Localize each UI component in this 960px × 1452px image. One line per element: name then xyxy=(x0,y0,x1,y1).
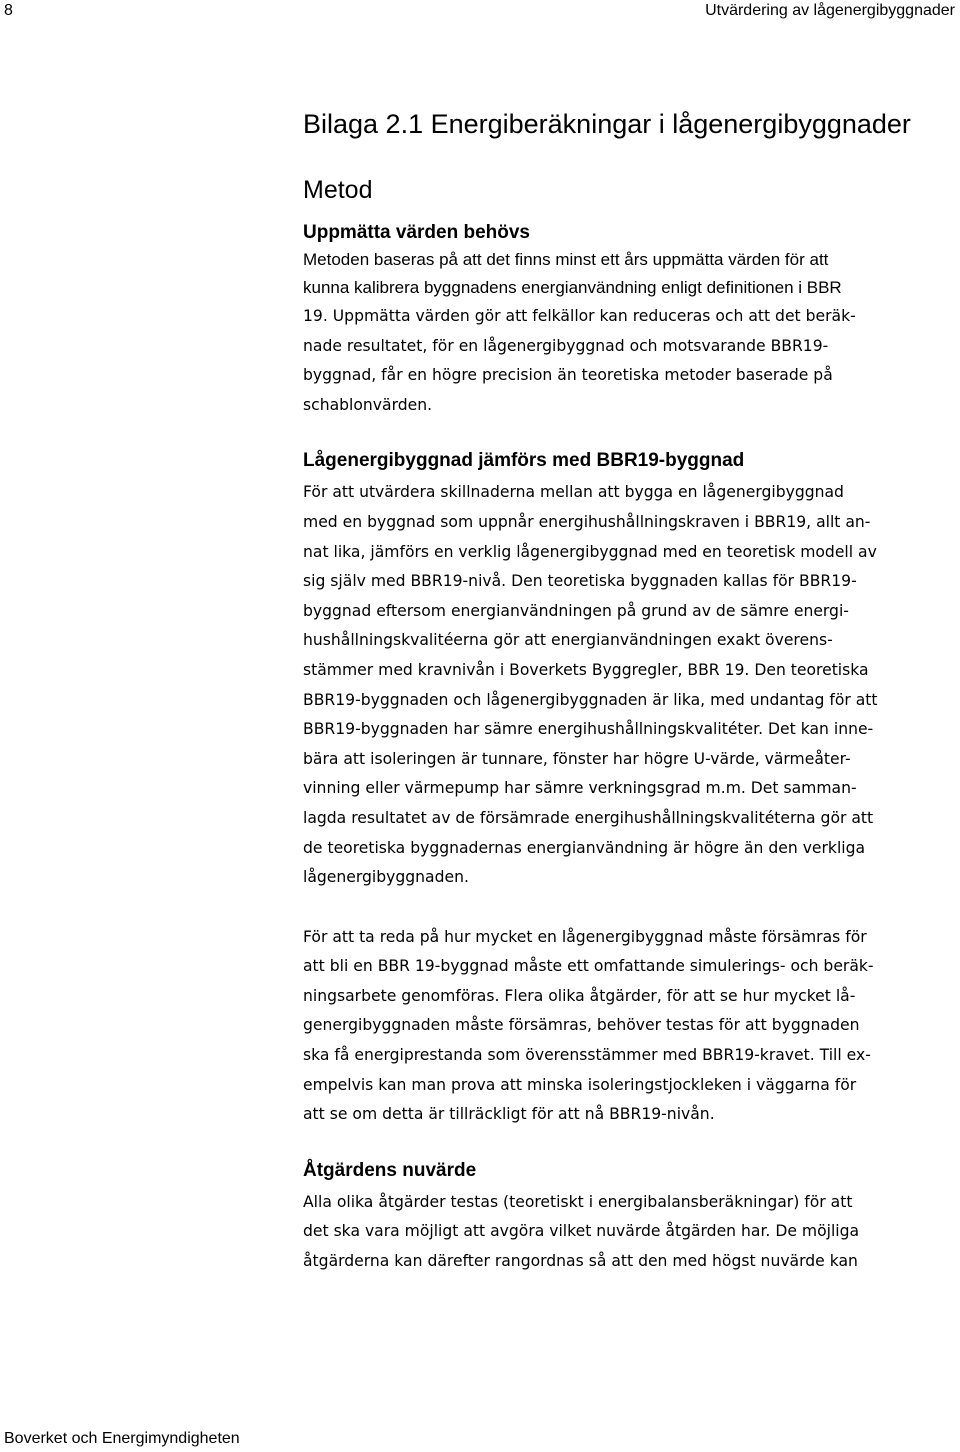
text-line: För att utvärdera skillnaderna mellan att bygga en lågenergibyggnad xyxy=(303,483,844,502)
text-line: lagda resultatet av de försämrade energihushållningskvalitéterna gör att xyxy=(303,808,874,827)
text-line: schablonvärden. xyxy=(303,395,433,414)
text-line: empelvis kan man prova att minska isoleringstjockleken i väggarna för xyxy=(303,1075,857,1094)
paragraph xyxy=(303,1188,903,1277)
page-content xyxy=(303,104,911,1277)
page-footer: Boverket och Energimyndigheten xyxy=(4,1430,240,1447)
text-line: BBR19-byggnaden och lågenergibyggnaden är lika, med undantag för att xyxy=(303,690,878,709)
running-header: Utvärdering av lågenergibyggnader xyxy=(705,2,955,19)
text-line: stämmer med kravnivån i Boverkets Byggregler, BBR 19. Den teoretiska xyxy=(303,660,869,679)
subsection-heading: Åtgärdens nuvärde xyxy=(303,1159,477,1181)
text-line: BBR19-byggnaden har sämre energihushållningskvalitéter. Det kan inne- xyxy=(303,720,874,739)
text-line: ningsarbete genomföras. Flera olika åtgärder, för att se hur mycket lå- xyxy=(303,986,856,1005)
paragraph xyxy=(303,923,903,1130)
text-line: att bli en BBR 19-byggnad måste ett omfattande simulerings- och beräk- xyxy=(303,957,874,976)
paragraph xyxy=(303,478,903,892)
text-line: det ska vara möjligt att avgöra vilket nuvärde åtgärden har. De möjliga xyxy=(303,1222,860,1241)
text-line: nade resultatet, för en lågenergibyggnad och motsvarande BBR19- xyxy=(303,336,829,355)
text-line: ska få energiprestanda som överensstämmer med BBR19-kravet. Till ex- xyxy=(303,1046,871,1065)
text-line: genergibyggnaden måste försämras, behöver testas för att byggnaden xyxy=(303,1016,860,1035)
text-line: hushållningskvalitéerna gör att energianvändningen exakt överens- xyxy=(303,631,833,650)
text-line: de teoretiska byggnadernas energianvändning är högre än den verkliga xyxy=(303,838,866,857)
text-line: nat lika, jämförs en verklig lågenergibyggnad med en teoretisk modell av xyxy=(303,542,877,561)
text-line: Alla olika åtgärder testas (teoretiskt i energibalansberäkningar) för att xyxy=(303,1192,853,1211)
paragraph xyxy=(303,302,903,420)
text-line: byggnad eftersom energianvändningen på grund av de sämre energi- xyxy=(303,601,849,620)
text-line: att se om detta är tillräckligt för att nå BBR19-nivån. xyxy=(303,1105,715,1124)
subsection-atgardens-nuvarde xyxy=(303,1158,903,1277)
section-title: Metod xyxy=(303,176,373,204)
text-line: 19. Uppmätta värden gör att felkällor kan reduceras och att det beräk- xyxy=(303,307,856,325)
subsection-lagenergibyggnad-jamfors xyxy=(303,448,903,1129)
text-line: För att ta reda på hur mycket en lågenergibyggnad måste försämras för xyxy=(303,927,867,946)
paragraph xyxy=(303,246,903,302)
page-number: 8 xyxy=(4,2,13,19)
text-line: åtgärderna kan därefter rangordnas så att den med högst nuvärde kan xyxy=(303,1252,858,1271)
text-line: byggnad, får en högre precision än teoretiska metoder baserade på xyxy=(303,366,833,385)
text-line: bära att isoleringen är tunnare, fönster har högre U-värde, värmeåter- xyxy=(303,749,851,768)
text-line: lågenergibyggnaden. xyxy=(303,868,469,887)
subsection-uppmatta-varden xyxy=(303,220,903,420)
subsection-heading: Lågenergibyggnad jämförs med BBR19-byggnad xyxy=(303,450,745,472)
text-line: Metoden baseras på att det finns minst ett års uppmätta värden för att xyxy=(303,250,829,269)
chapter-title: Bilaga 2.1 Energiberäkningar i lågenergibyggnader xyxy=(303,109,911,139)
subsection-heading: Uppmätta värden behövs xyxy=(303,222,530,243)
text-line: vinning eller värmepump har sämre verkningsgrad m.m. Det samman- xyxy=(303,779,857,798)
text-line: med en byggnad som uppnår energihushållningskraven i BBR19, allt an- xyxy=(303,512,871,531)
text-line: kunna kalibrera byggnadens energianvändning enligt definitionen i BBR xyxy=(303,278,842,297)
text-line: sig själv med BBR19-nivå. Den teoretiska byggnaden kallas för BBR19- xyxy=(303,572,857,591)
